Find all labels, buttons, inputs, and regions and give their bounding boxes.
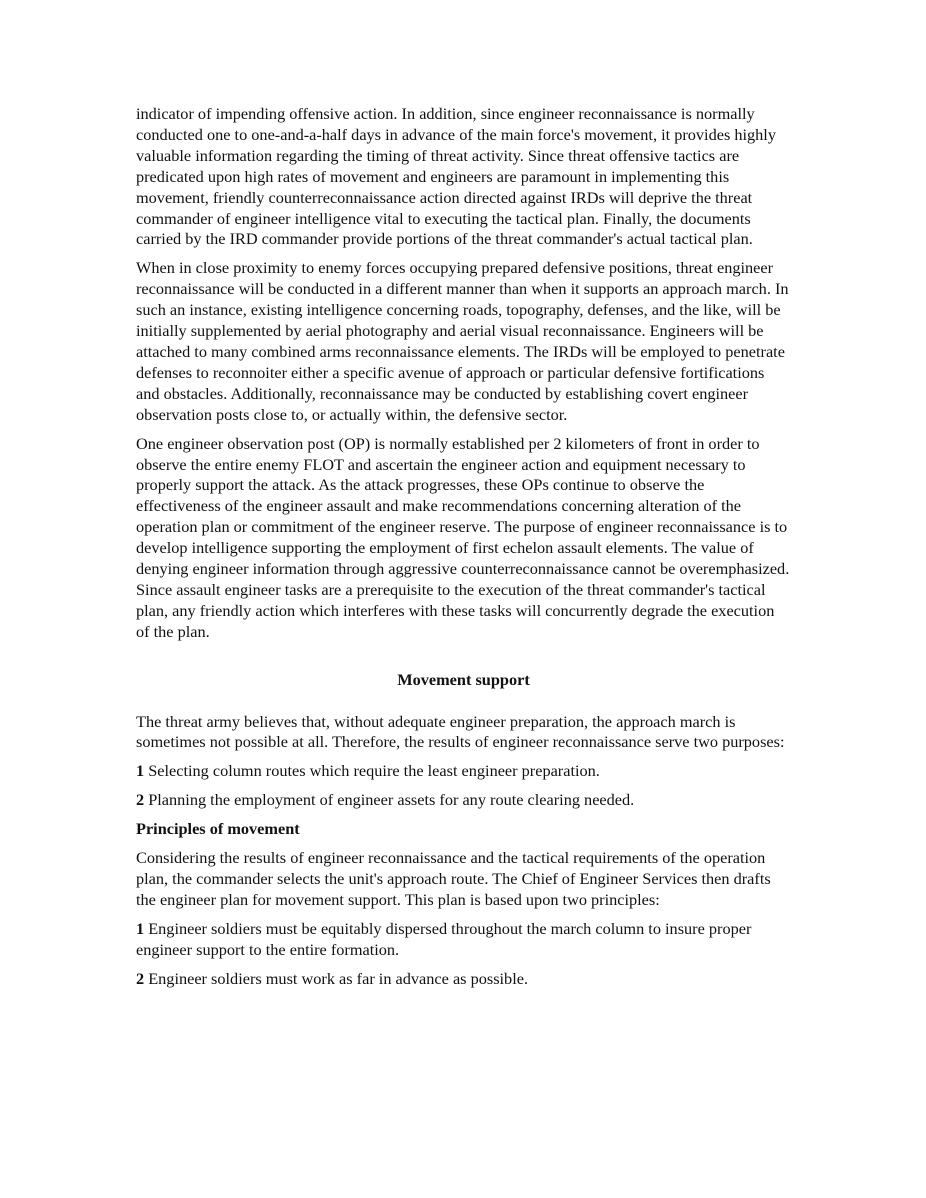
list-item <box>136 790 791 811</box>
list-item-text: Engineer soldiers must work as far in advance as possible. <box>148 968 529 988</box>
paragraph-principles-intro: Considering the results of engineer reconnaissance and the tactical requirements of the operation plan, the commander selects the unit's approach route. The Chief of Engineer Services then drafts the engineer plan for movement support. This plan is based upon two principles: <box>136 848 771 909</box>
list-item <box>136 969 791 990</box>
list-item <box>136 761 791 782</box>
list-item-text: Selecting column routes which require the least engineer preparation. <box>148 761 600 781</box>
list-item-number: 2 <box>136 968 145 988</box>
list-item-number: 1 <box>136 761 145 781</box>
subheading-principles-of-movement: Principles of movement <box>136 819 300 839</box>
list-item-number: 2 <box>136 790 145 810</box>
paragraph-movement-intro: The threat army believes that, without adequate engineer preparation, the approach march is sometimes not possible at all. Therefore, the results of engineer reconnaissance serve two purposes: <box>136 711 785 752</box>
list-item-number: 1 <box>136 918 145 938</box>
paragraph-defensive-reconnaissance: When in close proximity to enemy forces occupying prepared defensive positions, threat engineer reconnaissance will be conducted in a different manner than when it supports an approach march. In such an instance, existing intelligence concerning roads, topography, defenses, and the like, will be initially supplemented by aerial photography and aerial visual reconnaissance. Engineers will be attached to many combined arms reconnaissance elements. The IRDs will be employed to penetrate defenses to reconnoiter either a specific avenue of approach or particular defensive fortifications and obstacles. Additionally, reconnaissance may be conducted by establishing covert engineer observation posts close to, or actually within, the defensive sector. <box>136 258 789 424</box>
list-item-text: Engineer soldiers must be equitably dispersed throughout the march column to insure proper engineer support to the entire formation. <box>136 918 752 959</box>
list-item-text: Planning the employment of engineer assets for any route clearing needed. <box>148 790 635 810</box>
section-heading-movement-support: Movement support <box>397 669 530 689</box>
paragraph-observation-posts: One engineer observation post (OP) is normally established per 2 kilometers of front in order to observe the entire enemy FLOT and ascertain the engineer action and equipment necessary to properly support the attack. As the attack progresses, these OPs continue to observe the effectiveness of the engineer assault and make recommendations concerning alteration of the operation plan or commitment of the engineer reserve. The purpose of engineer reconnaissance is to develop intelligence supporting the employment of first echelon assault elements. The value of denying engineer information through aggressive counterreconnaissance cannot be overemphasized. Since assault engineer tasks are a prerequisite to the execution of the threat commander's tactical plan, any friendly action which interferes with these tasks will concurrently degrade the execution of the plan. <box>136 433 790 641</box>
document-page <box>136 104 791 998</box>
list-item <box>136 919 791 961</box>
paragraph-ird-intelligence: indicator of impending offensive action. In addition, since engineer reconnaissance is normally conducted one to one-and-a-half days in advance of the main force's movement, it provides highly valuable information regarding the timing of threat activity. Since threat offensive tactics are predicated upon high rates of movement and engineers are paramount in implementing this movement, friendly counterreconnaissance action directed against IRDs will deprive the threat commander of engineer intelligence vital to executing the tactical plan. Finally, the documents carried by the IRD commander provide portions of the threat commander's actual tactical plan. <box>136 104 776 249</box>
